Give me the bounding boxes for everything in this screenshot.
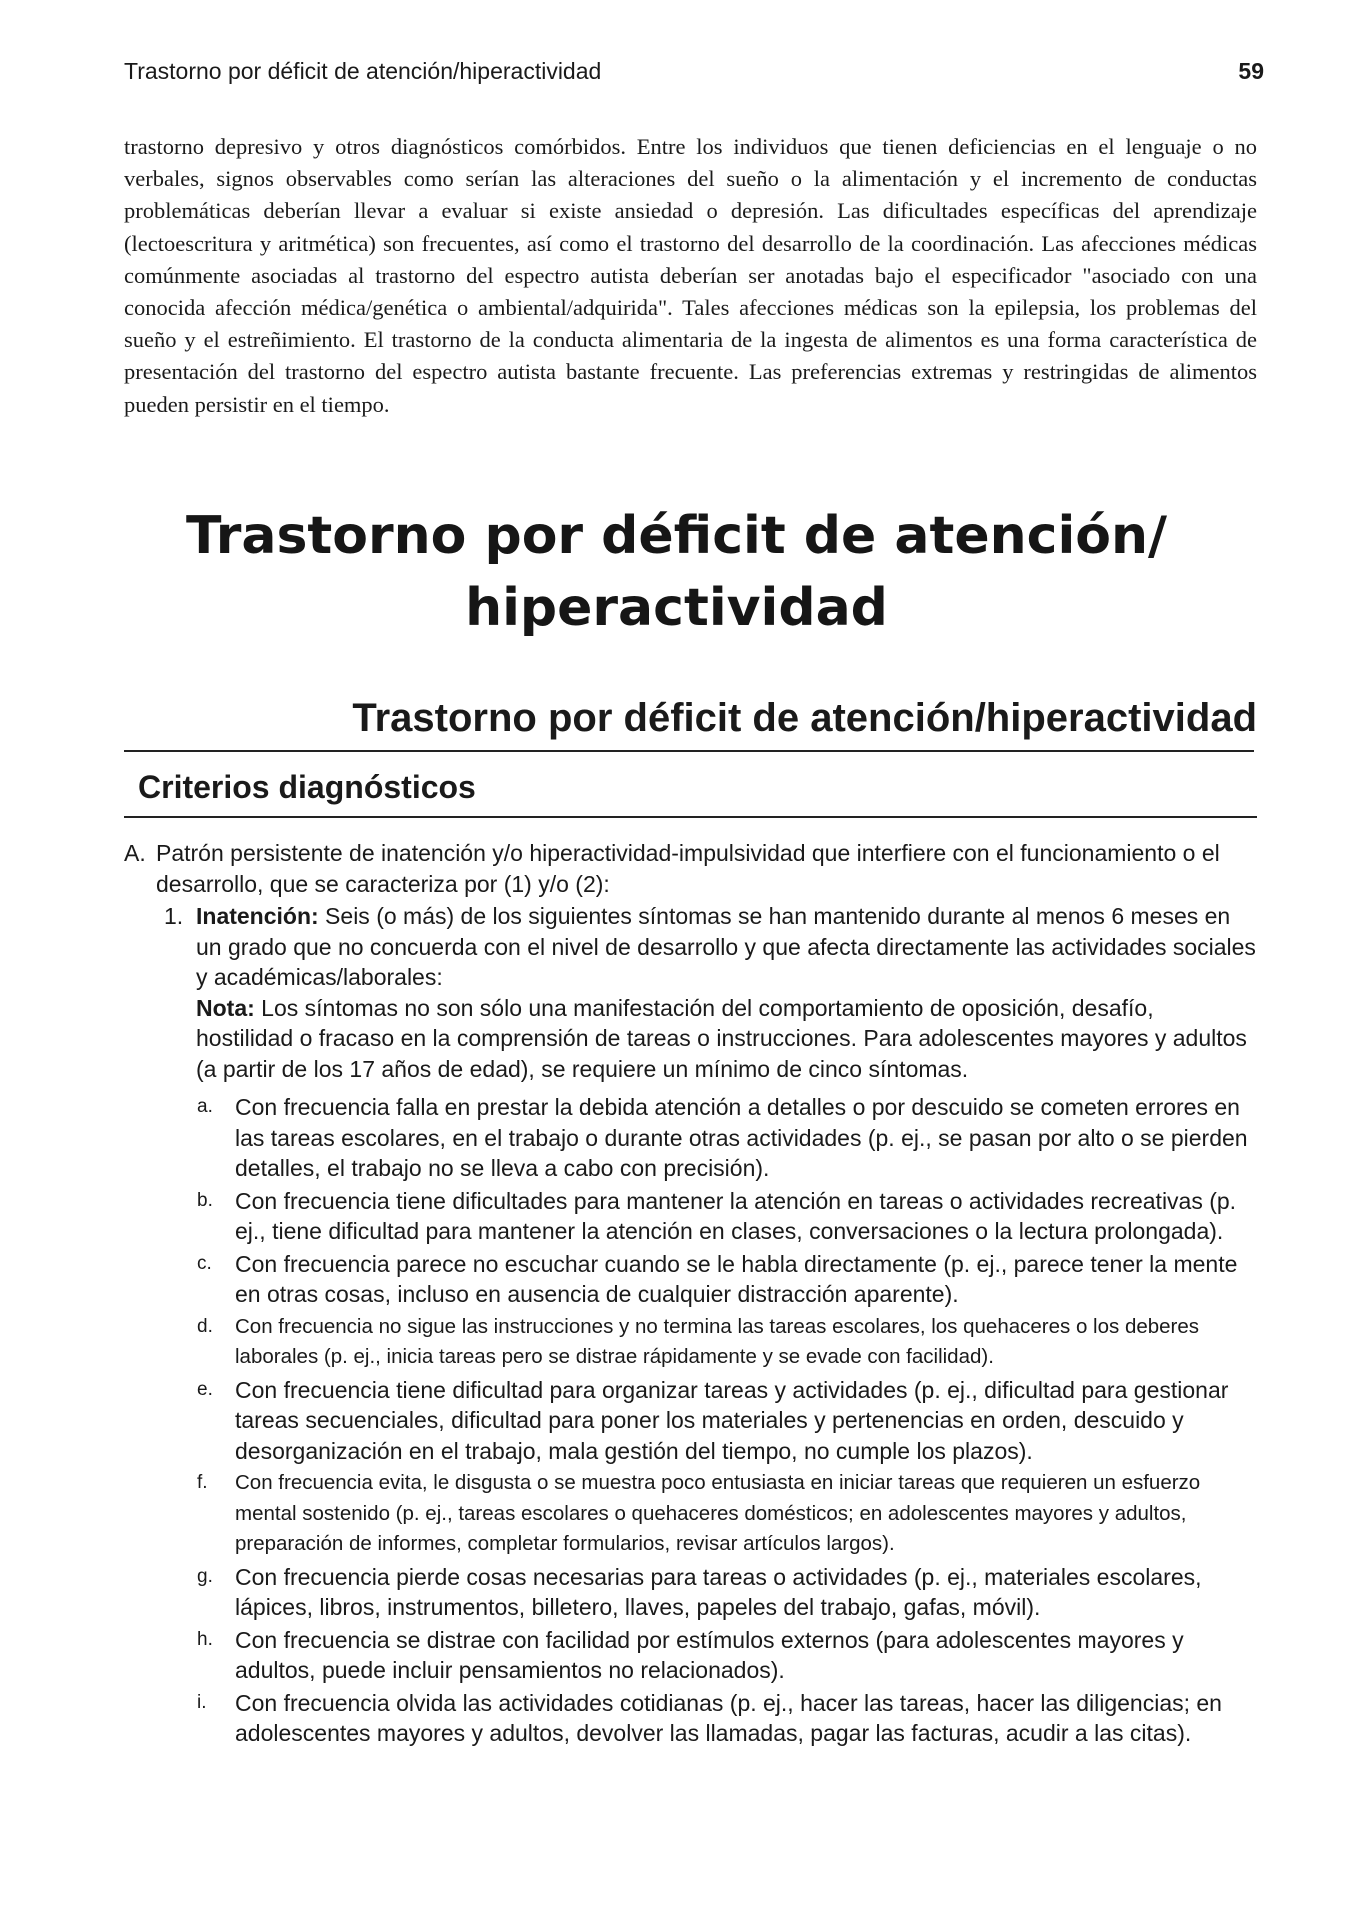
symptom-text: Con frecuencia parece no escuchar cuando se le habla directamente (p. ej., parece tener la mente en otras cosas, incluso en ausencia de cualquier distracción aparente).	[235, 1250, 1238, 1307]
symptom-text: Con frecuencia pierde cosas necesarias para tareas o actividades (p. ej., materiales escolares, lápices, libros, instrumentos, billetero, llaves, papeles del trabajo, gafas, móvil).	[235, 1563, 1202, 1620]
criterion-1-label: Inatención:	[196, 903, 319, 929]
symptom-text: Con frecuencia olvida las actividades cotidianas (p. ej., hacer las tareas, hacer las diligencias; en adolescentes mayores y adultos, devolver las llamadas, pagar las facturas, acudir a las citas).	[235, 1689, 1222, 1746]
page-number: 59	[1238, 58, 1264, 84]
symptom-item	[124, 1249, 1257, 1310]
symptom-item	[124, 1688, 1257, 1749]
running-header	[124, 58, 1264, 94]
symptom-item	[124, 1186, 1257, 1247]
criterion-1-text: Seis (o más) de los siguientes síntomas se han mantenido durante al menos 6 meses en un grado que no concuerda con el nivel de desarrollo y que afecta directamente las actividades sociales y académicas/laborales:	[196, 903, 1256, 990]
subsection-title: Criterios diagnósticos	[138, 769, 476, 805]
symptom-list	[124, 1092, 1257, 1749]
symptom-marker: i.	[197, 1691, 207, 1713]
symptom-marker: e.	[197, 1378, 213, 1400]
symptom-text: Con frecuencia falla en prestar la debida atención a detalles o por descuido se cometen errores en las tareas escolares, en el trabajo o durante otras actividades (p. ej., se pasan por alto o se pierden detalles, el trabajo no se lleva a cabo con precisión).	[235, 1094, 1248, 1181]
intro-paragraph: trastorno depresivo y otros diagnósticos comórbidos. Entre los individuos que tienen deficiencias en el lenguaje o no verbales, signos observables como serían las alteraciones del sueño o la alimentación y el incremento de conductas problemáticas deberían llevar a evaluar si existe ansiedad o depresión. Las dificultades específicas del aprendizaje (lectoescritura y aritmética) son frecuentes, así como el trastorno del desarrollo de la coordinación. Las afecciones médicas comúnmente asociadas al trastorno del espectro autista deberían ser anotadas bajo el especificador "asociado con una conocida afección médica/genética o ambiental/adquirida". Tales afecciones médicas son la epilepsia, los problemas del sueño y el estreñimiento. El trastorno de la conducta alimentaria de la ingesta de alimentos es una forma característica de presentación del trastorno del espectro autista bastante frecuente. Las preferencias extremas y restringidas de alimentos pueden persistir en el tiempo.	[124, 134, 1257, 417]
section-divider	[124, 750, 1254, 752]
chapter-title	[0, 500, 1353, 644]
symptom-text: Con frecuencia no sigue las instrucciones y no termina las tareas escolares, los quehaceres o los deberes laborales (p. ej., inicia tareas pero se distrae rápidamente y se evade con facilidad).	[235, 1314, 1200, 1368]
chapter-title-line-1: Trastorno por déficit de atención/	[185, 506, 1168, 566]
criterion-a	[124, 838, 1257, 899]
subsection-divider	[124, 816, 1257, 818]
symptom-marker: d.	[197, 1315, 213, 1337]
criterion-1-note	[196, 993, 1257, 1085]
symptom-item	[124, 1375, 1257, 1467]
symptom-marker: c.	[197, 1252, 212, 1274]
symptom-text: Con frecuencia evita, le disgusta o se muestra poco entusiasta en iniciar tareas que requieren un esfuerzo mental sostenido (p. ej., tareas escolares o quehaceres domésticos; en adolescentes mayores y adultos, preparación de informes, completar formularios, revisar artículos largos).	[235, 1471, 1201, 1555]
symptom-item	[124, 1625, 1257, 1686]
note-label: Nota:	[196, 994, 255, 1021]
symptom-marker: f.	[197, 1472, 208, 1493]
symptom-text: Con frecuencia tiene dificultad para organizar tareas y actividades (p. ej., dificultad para gestionar tareas secuenciales, dificultad para poner los materiales y pertenencias en orden, descuido y desorganización en el trabajo, mala gestión del tiempo, no cumple los plazos).	[235, 1376, 1229, 1464]
symptom-marker: h.	[197, 1628, 213, 1650]
symptom-item	[124, 1312, 1257, 1373]
criterion-a-marker: A.	[124, 840, 146, 866]
symptom-text: Con frecuencia se distrae con facilidad por estímulos externos (para adolescentes mayores y adultos, puede incluir pensamientos no relacionados).	[235, 1626, 1184, 1683]
criterion-a-text: Patrón persistente de inatención y/o hiperactividad-impulsividad que interfiere con el funcionamiento o el desarrollo, que se caracteriza por (1) y/o (2):	[156, 840, 1220, 897]
criterion-1-body	[196, 901, 1257, 993]
section-title: Trastorno por déficit de atención/hiperactividad	[352, 696, 1257, 740]
symptom-marker: b.	[197, 1189, 213, 1211]
symptom-item	[124, 1468, 1257, 1560]
criterion-1	[124, 901, 1257, 1084]
symptom-item	[124, 1092, 1257, 1184]
symptom-item	[124, 1562, 1257, 1623]
running-title: Trastorno por déficit de atención/hiperactividad	[124, 58, 602, 84]
criterion-1-marker: 1.	[164, 903, 184, 929]
symptom-marker: a.	[197, 1096, 213, 1117]
diagnostic-criteria	[124, 838, 1257, 1751]
symptom-marker: g.	[197, 1565, 213, 1587]
symptom-text: Con frecuencia tiene dificultades para mantener la atención en tareas o actividades recreativas (p. ej., tiene dificultad para mantener la atención en clases, conversaciones o la lectura prolongada).	[235, 1187, 1237, 1244]
note-text: Los síntomas no son sólo una manifestación del comportamiento de oposición, desafío, hostilidad o fracaso en la comprensión de tareas o instrucciones. Para adolescentes mayores y adultos (a partir de los 17 años de edad), se requiere un mínimo de cinco síntomas.	[196, 994, 1247, 1082]
chapter-title-line-2: hiperactividad	[465, 578, 888, 638]
